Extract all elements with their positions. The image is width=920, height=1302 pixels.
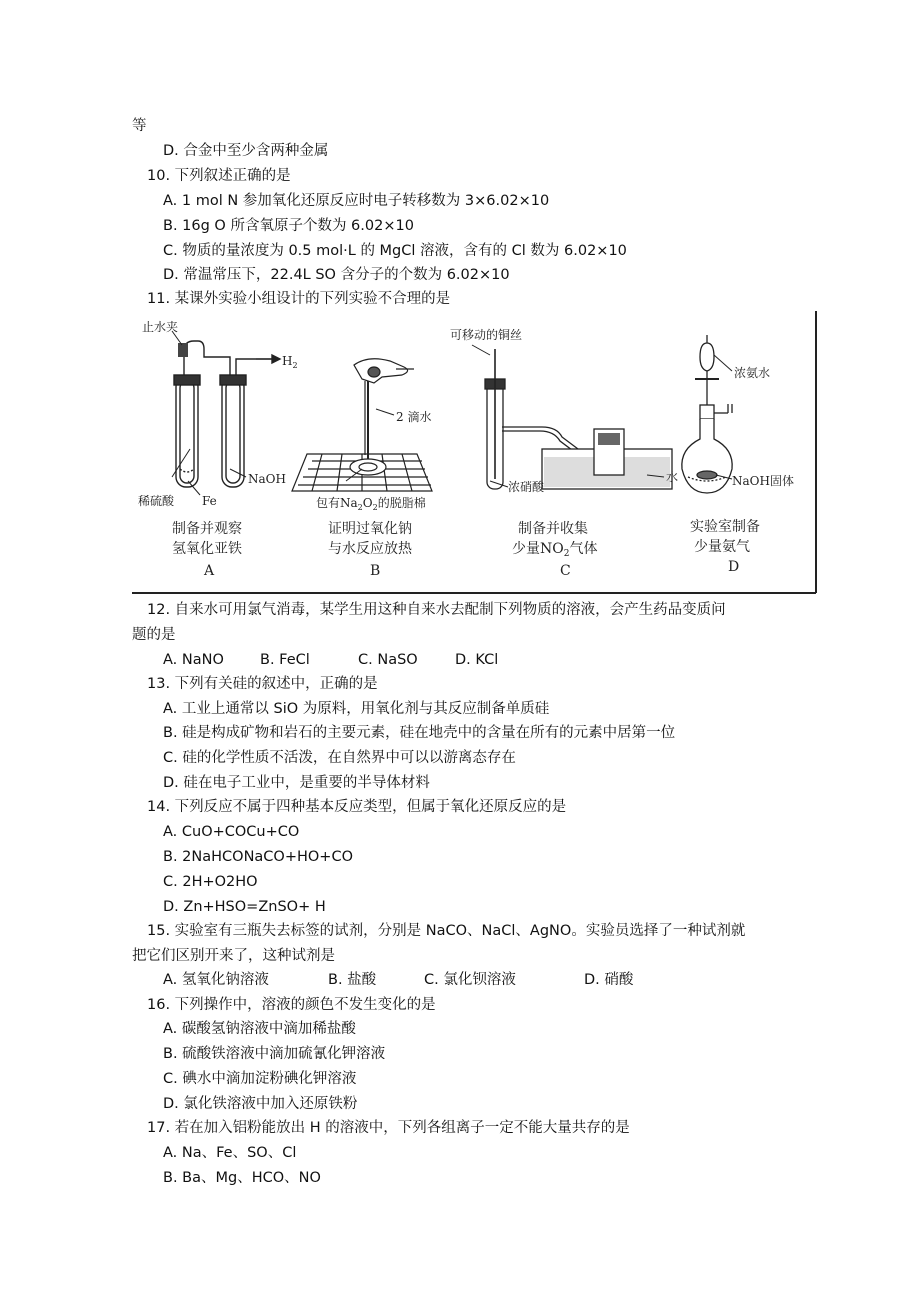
option-line: C. 硅的化学性质不活泼，在自然界中可以以游离态存在 — [163, 750, 516, 766]
svg-text:A: A — [204, 563, 215, 579]
option-line: D. 硅在电子工业中，是重要的半导体材料 — [163, 775, 430, 791]
option-line: D. Zn+HSO=ZnSO+ H — [163, 899, 326, 915]
option-line: A. 碳酸氢钠溶液中滴加稀盐酸 — [163, 1021, 356, 1037]
option-line: A. 工业上通常以 SiO 为原料，用氧化剂与其反应制备单质硅 — [163, 701, 550, 717]
svg-text:制备并观察: 制备并观察 — [172, 521, 242, 537]
option-line: B. 16g O 所含氧原子个数为 6.02×10 — [163, 218, 414, 234]
label-water: 水 — [666, 470, 679, 484]
option-line: D. 常温常压下，22.4L SO 含分子的个数为 6.02×10 — [163, 267, 510, 283]
apparatus-b — [292, 359, 432, 491]
label-naoh: NaOH — [248, 472, 286, 486]
option-line: C. 物质的量浓度为 0.5 mol·L 的 MgCl 溶液，含有的 Cl 数为 6.02×10 — [163, 243, 627, 259]
svg-text:少量NO2气体: 少量$NO_2$气体 — [512, 541, 598, 559]
question-stem: 10. 下列叙述正确的是 — [147, 168, 291, 184]
svg-text:氢氧化亚铁: 氢氧化亚铁 — [172, 541, 242, 557]
question-stem: 13. 下列有关硅的叙述中，正确的是 — [147, 676, 378, 692]
label-copper: 可移动的铜丝 — [450, 328, 523, 342]
option-line: C. NaSO — [358, 652, 418, 668]
question-stem: 14. 下列反应不属于四种基本反应类型，但属于氧化还原反应的是 — [147, 799, 567, 815]
apparatus-d — [682, 335, 732, 493]
label-water2: 2 滴水 — [396, 410, 432, 424]
option-line: A. CuO+COCu+CO — [163, 824, 300, 840]
option-line: D. 硝酸 — [584, 972, 634, 988]
label-clip: 止水夹 — [142, 320, 179, 334]
question-stem: 15. 实验室有三瓶失去标签的试剂，分别是 NaCO、NaCl、AgNO。实验员选择了一种试剂就 — [147, 923, 746, 939]
svg-text:制备并收集: 制备并收集 — [518, 521, 588, 537]
caption-c — [512, 520, 597, 579]
caption-a — [172, 521, 242, 579]
question-stem: 11. 某课外实验小组设计的下列实验不合理的是 — [147, 291, 451, 307]
option-line: B. 盐酸 — [328, 972, 377, 988]
option-line: D. 氯化铁溶液中加入还原铁粉 — [163, 1096, 358, 1112]
label-acid: 稀硫酸 — [138, 494, 175, 508]
option-line: D. 合金中至少含两种金属 — [163, 143, 329, 159]
option-line: A. NaNO — [163, 652, 224, 668]
label-hno3: 浓硝酸 — [508, 480, 545, 494]
apparatus-a — [172, 331, 280, 495]
option-line: A. Na、Fe、SO、Cl — [163, 1145, 297, 1161]
question-stem: 16. 下列操作中，溶液的颜色不发生变化的是 — [147, 997, 436, 1013]
option-line: C. 2H+O2HO — [163, 874, 258, 890]
svg-text:C: C — [560, 563, 571, 579]
caption-d — [690, 519, 760, 575]
apparatus-c — [472, 345, 672, 489]
question-stem-cont: 题的是 — [132, 627, 176, 643]
option-line: D. KCl — [455, 652, 499, 668]
question-stem-cont: 把它们区别开来了，这种试剂是 — [132, 948, 335, 964]
option-line: A. 1 mol N 参加氧化还原反应时电子转移数为 3×6.02×10 — [163, 193, 550, 209]
option-line: B. Ba、Mg、HCO、NO — [163, 1170, 321, 1186]
label-fe: Fe — [202, 494, 217, 508]
option-line: B. 硅是构成矿物和岩石的主要元素，硅在地壳中的含量在所有的元素中居第一位 — [163, 725, 676, 741]
text-line: 等 — [132, 118, 147, 134]
option-line: B. FeCl — [260, 652, 310, 668]
question-stem: 12. 自来水可用氯气消毒，某学生用这种自来水去配制下列物质的溶液，会产生药品变质问 — [147, 602, 726, 618]
option-line: B. 2NaHCONaCO+HO+CO — [163, 849, 353, 865]
option-line: C. 氯化钡溶液 — [424, 972, 516, 988]
label-ammonia: 浓氨水 — [734, 366, 771, 380]
svg-text:B: B — [370, 563, 381, 579]
svg-text:D: D — [728, 559, 740, 575]
svg-text:少量氨气: 少量氨气 — [694, 539, 750, 555]
label-cotton: 包有$Na_2O_2$的脱脂棉 — [316, 496, 426, 512]
question-stem: 17. 若在加入铝粉能放出 H 的溶液中，下列各组离子一定不能大量共存的是 — [147, 1120, 630, 1136]
label-h2: $H_2$ — [282, 354, 298, 370]
svg-text:证明过氧化钠: 证明过氧化钠 — [328, 521, 412, 537]
svg-text:实验室制备: 实验室制备 — [690, 519, 760, 535]
label-naoh-solid: NaOH固体 — [732, 474, 794, 488]
caption-b — [328, 520, 413, 579]
experiment-figure — [132, 309, 818, 594]
svg-text:与水反应放热: 与水反应放热 — [328, 541, 412, 557]
option-line: A. 氢氧化钠溶液 — [163, 972, 269, 988]
option-line: B. 硫酸铁溶液中滴加硫氰化钾溶液 — [163, 1046, 386, 1062]
option-line: C. 碘水中滴加淀粉碘化钾溶液 — [163, 1071, 357, 1087]
